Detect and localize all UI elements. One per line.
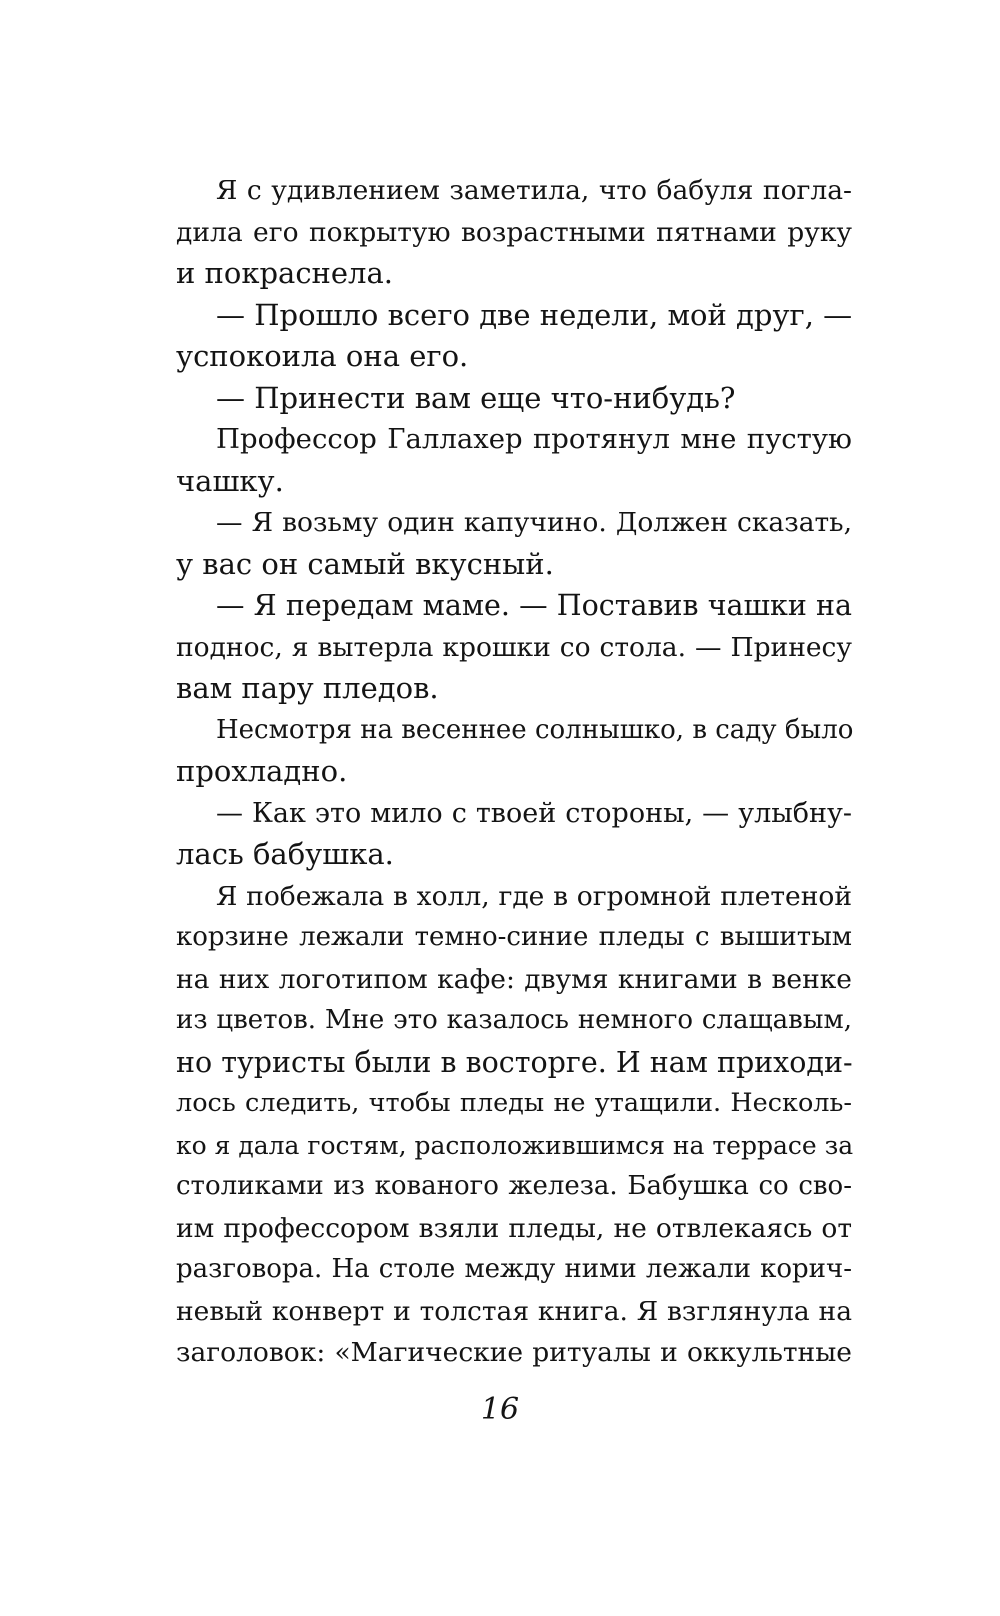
text-line: корзине лежали темно-синие пледы с вышитым xyxy=(176,922,852,952)
text-line: заголовок: «Магические ритуалы и оккультные xyxy=(176,1337,852,1368)
text-line: — Я передам маме. — Поставив чашки на xyxy=(216,589,852,622)
text-line: поднос, я вытерла крошки со стола. — Принесу xyxy=(176,631,852,663)
text-line: у вас он самый вкусный. xyxy=(176,546,554,581)
text-line: успокоила она его. xyxy=(176,339,469,373)
text-line: Профессор Галлахер протянул мне пустую xyxy=(216,423,852,455)
text-line: прохладно. xyxy=(176,754,348,788)
text-line: чашку. xyxy=(176,463,284,498)
text-line: и покраснела. xyxy=(176,256,393,290)
text-line: разговора. На столе между ними лежали корич- xyxy=(176,1254,852,1284)
body-text xyxy=(176,170,852,1374)
text-line: столиками из кованого железа. Бабушка со сво- xyxy=(176,1171,852,1201)
text-line: — Я возьму один капучино. Должен сказать, xyxy=(216,507,852,538)
text-line: Я побежала в холл, где в огромной плетеной xyxy=(216,880,852,912)
text-line: Я с удивлением заметила, что бабуля погла- xyxy=(216,175,852,206)
text-line: им профессором взяли пледы, не отвлекаясь от xyxy=(176,1212,852,1244)
text-line: но туристы были в восторге. И нам приходи- xyxy=(176,1045,853,1079)
text-line: вам пару пледов. xyxy=(176,671,439,705)
text-line: ко я дала гостям, расположившимся на террасе за xyxy=(176,1130,854,1160)
text-line: — Принести вам еще что-нибудь? xyxy=(216,380,736,415)
text-line: — Как это мило с твоей стороны, — улыбну- xyxy=(216,797,852,829)
text-line: из цветов. Мне это казалось немного слащавым, xyxy=(176,1005,852,1035)
text-line: невый конверт и толстая книга. Я взглянула на xyxy=(176,1295,852,1327)
text-line: — Прошло всего две недели, мой друг, — xyxy=(216,297,853,332)
text-line: лась бабушка. xyxy=(176,837,394,871)
text-line: на них логотипом кафе: двумя книгами в венке xyxy=(176,963,852,995)
text-line: Несмотря на весеннее солнышко, в саду было xyxy=(216,714,854,745)
text-line: лось следить, чтобы пледы не утащили. Несколь- xyxy=(176,1088,852,1118)
page-number: 16 xyxy=(480,1392,520,1427)
text-line: дила его покрытую возрастными пятнами руку xyxy=(176,216,852,248)
